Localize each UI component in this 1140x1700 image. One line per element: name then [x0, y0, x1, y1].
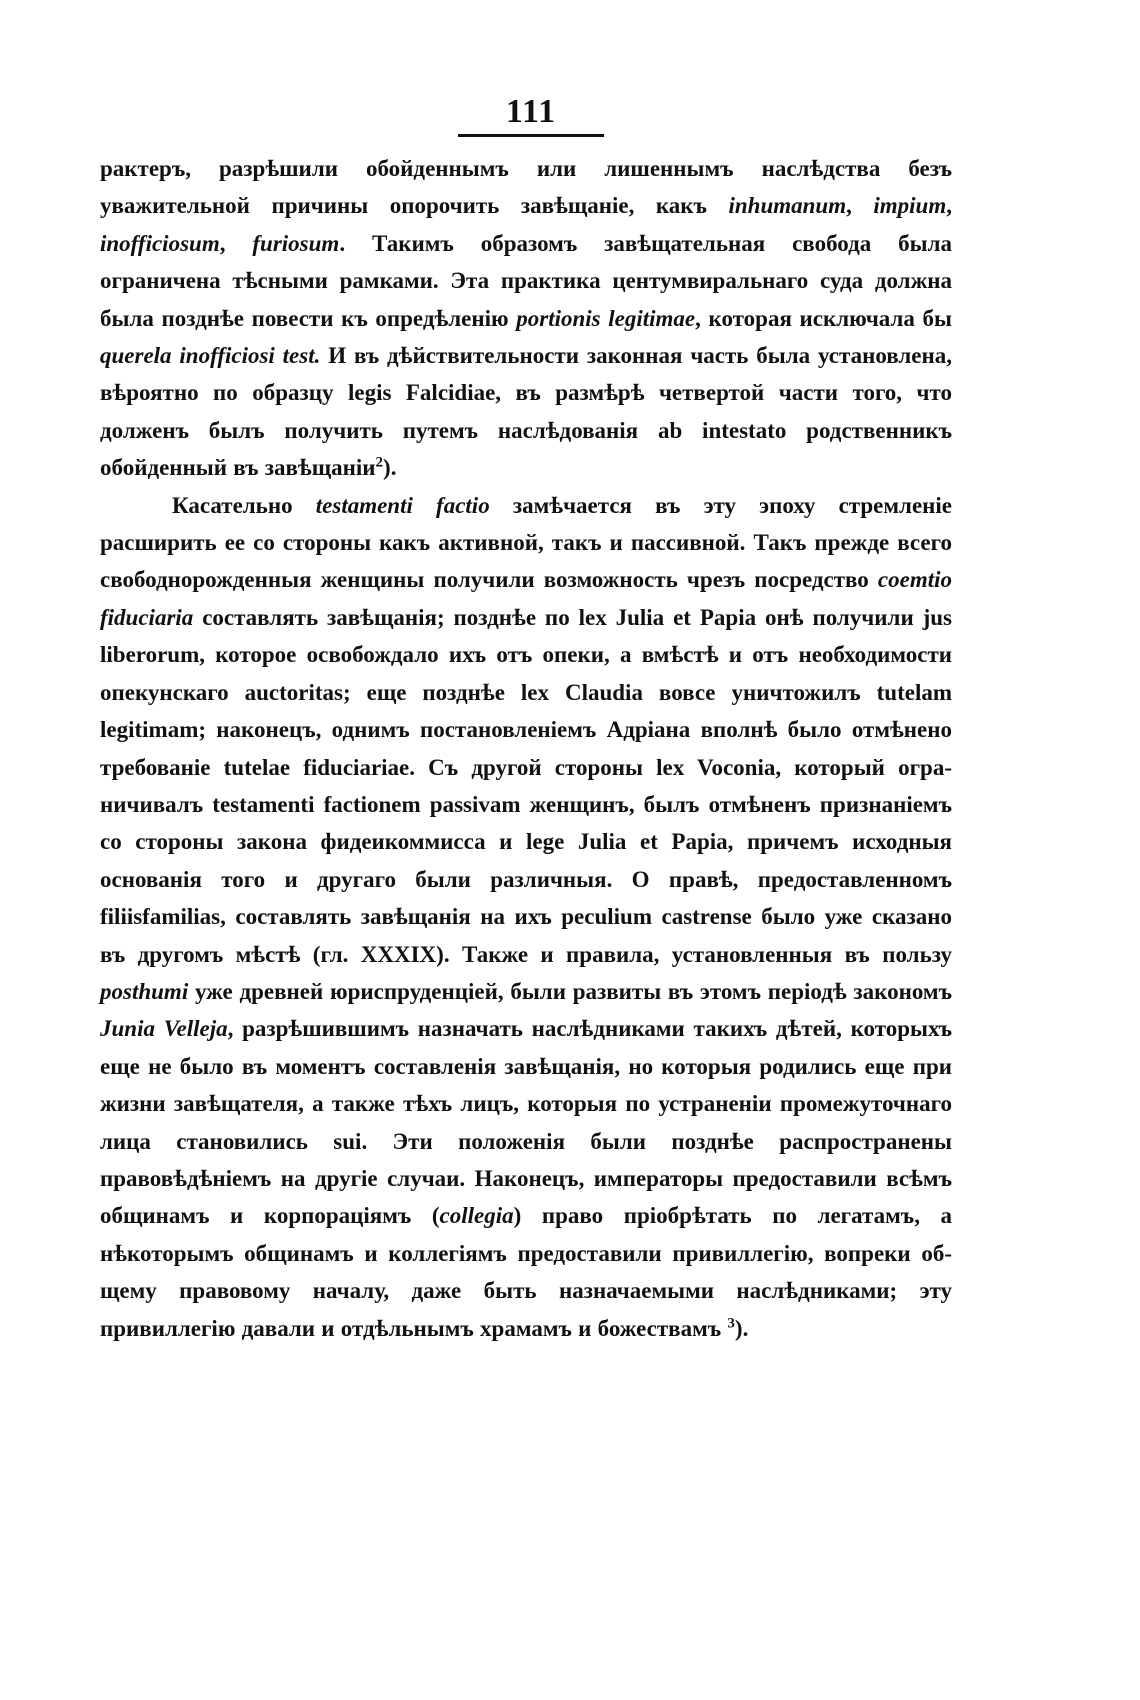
text-run: , [219, 230, 253, 256]
latin-term: Junia Velleja [100, 1016, 228, 1042]
text-run: ). [734, 1315, 749, 1341]
text-run: И въ дѣйствительности законная часть была установлена, вѣроятно по образцу legis Falcidiae, въ размѣрѣ четвертой части того, что долженъ былъ получить путемъ наслѣдованія ab intestato родственникъ обойденный въ завѣщаніи [100, 343, 953, 481]
text-run: рактеръ, разрѣшили обойденнымъ или лишеннымъ наслѣдства безъ уважительной причины опорочить завѣщаніе, какъ [100, 156, 952, 219]
text-run: ). [383, 455, 397, 481]
text-run: , [846, 193, 874, 219]
latin-term: inofficiosum [100, 230, 220, 256]
text-run: составлять завѣщанія; позднѣе по lex Julia et Papia онѣ получили jus liberorum, которое освобождало ихъ отъ опеки, а вмѣстѣ и отъ необходимости опекунскаго auctoritas; еще позднѣе lex Claudia вовсе уничтожилъ tutelam legitimam; наконецъ, однимъ постановленіемъ Адріана вполнѣ было отмѣнено требованіе tutelae fiduciariae. Съ другой стороны lex Voconia, который ограничивалъ testamenti factionem passivam женщинъ, былъ отмѣненъ признаніемъ со стороны закона фидеикоммисса и lege Julia et Papia, причемъ исходныя основанія того и другаго были различныя. О правѣ, предоставленномъ filiisfamilias, составлять завѣщанія на ихъ peculium castrense было уже сказано въ другомъ мѣстѣ (гл. XXXIX). Также и правила, установленныя въ пользу [100, 604, 952, 967]
paragraph-1 [100, 150, 952, 487]
text-run: Касательно [172, 492, 316, 518]
text-run: . Такимъ образомъ завѣщательная свобода была ограничена тѣсными рамками. Эта практика центумвиральнаго суда должна была позднѣе повести къ опредѣленію [100, 230, 952, 331]
footnote-marker: 2 [375, 454, 384, 471]
latin-term: portionis legitimae [516, 305, 696, 331]
latin-term: inhumanum [728, 193, 847, 219]
text-run: уже древней юриспруденціей, были развиты въ этомъ періодѣ закономъ [188, 978, 952, 1004]
page-number: 111 [505, 93, 557, 130]
text-run: , [946, 193, 952, 219]
latin-term: testamenti factio [315, 492, 490, 518]
header-rule [458, 134, 604, 137]
page-header [458, 92, 604, 137]
text-run: замѣчается въ эту эпоху стремленіе расширить ее со стороны какъ активной, такъ и пассивной. Такъ прежде всего свободнорожденныя женщины получили возможность чрезъ посредство [100, 492, 953, 593]
latin-term: coemtio fiduciaria [100, 567, 952, 630]
text-run: ) право пріобрѣтать по легатамъ, а нѣкоторымъ общинамъ и коллегіямъ предоставили привиллегію, вопреки общему правовому началу, даже быть назначаемыми наслѣдниками; эту привиллегію давали и отдѣльнымъ храмамъ и божествамъ [100, 1203, 952, 1341]
latin-term: querela inofficiosi test. [100, 343, 321, 369]
text-run: , которая исключала бы [695, 305, 953, 331]
footnote-marker: 3 [727, 1314, 735, 1331]
latin-term: posthumi [100, 978, 189, 1004]
body-text [100, 150, 952, 1347]
latin-term: impium [873, 193, 947, 219]
text-run: , разрѣшившимъ назначать наслѣдниками такихъ дѣтей, которыхъ еще не было въ моментъ составленія завѣщанія, но которыя родились еще при жизни завѣщателя, а также тѣхъ лицъ, которыя по устраненіи промежуточнаго лица становились sui. Эти положенія были позднѣе распространены правовѣдѣніемъ на другіе случаи. Наконецъ, императоры предоставили всѣмъ общинамъ и корпораціямъ ( [100, 1016, 952, 1229]
latin-term: collegia [439, 1203, 514, 1229]
paragraph-2 [100, 487, 952, 1347]
latin-term: furiosum [252, 230, 340, 256]
